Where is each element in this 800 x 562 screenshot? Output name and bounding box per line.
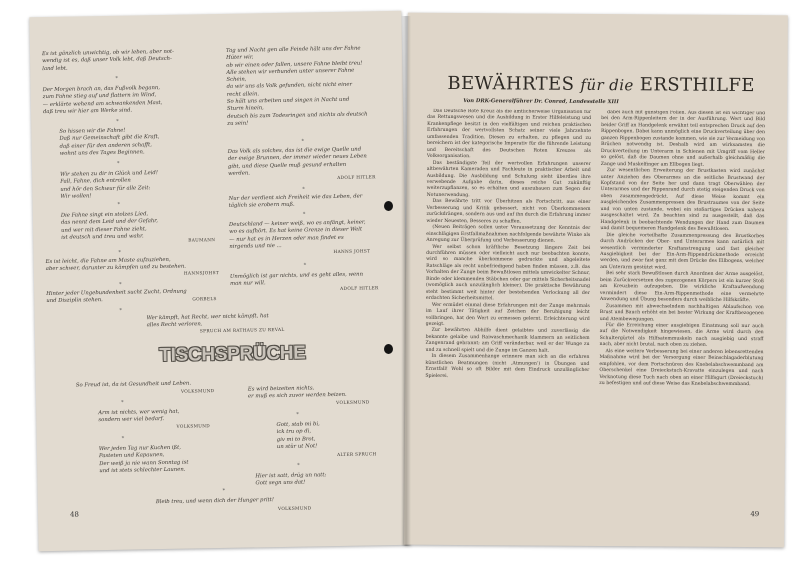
article-paragraph: Das Deutsche Rote Kreuz als die amtlicherweise Organisation für das Rettungswesen und die Ausbildung in Erster Hilfeleistung und Krankenpflege besitzt in den vielfältigen und reichen praktischen Erfahrungen der wertvollsten Schatz seiner viele Jahrzehnte umfassenden Tradition. Diesen zu erhalten, zu pflegen und zu bereichern ist der kategorische Imperativ für die führende Leistung und Bereitschaft des Deutschen Roten Kreuzes als Volksorganisation. bbox=[426, 108, 592, 160]
separator-star: * bbox=[119, 307, 123, 314]
separator-star: * bbox=[222, 487, 226, 494]
saying-4: Es wird beizeiten nichts, er muß es sich zuvor werden beizen. bbox=[247, 385, 347, 400]
separator-star: * bbox=[115, 75, 119, 82]
article-column-2 bbox=[598, 110, 765, 499]
separator-star: * bbox=[118, 281, 122, 288]
quote-4: Wir stehen zu dir in Glück und Leid! Fall, Fahne, dich entrollen und hör den Schwur für alle Zeit: Wir wollen! bbox=[60, 170, 158, 200]
quote-13-source: ADOLF HITLER bbox=[340, 286, 379, 292]
title-part-1: BEWÄHRTES bbox=[447, 72, 575, 95]
quote-6-source: HANNSJOHST bbox=[183, 271, 220, 277]
article-paragraph: Zur wesentlichen Erweiterung der Brustkasten wird zunächst unter Anziehen des Oberarmes an die seitliche Brustwand der Kopfstand von der Seite her und dann tragt Oberwählen der Unterarmes und der Rippenrand durch stetig steigenden Druck von oben zusammengedrückt. Auf diese Weise kommt ein ausgleichendes Zusammenpressen des Brustraumes von der Seite und von unten zustande, wobei ein stoßartiges Drücken nahezu ausgeschaltet wird. Zu beachten sind zu ausgestellt, daß das Handgelenk in beobachtende Wendungen der Hand zum Daumen und damit bequemeren Handgelenk des Bewußtlosen. bbox=[600, 168, 765, 233]
punch-hole-lower bbox=[384, 344, 393, 354]
quote-6: Es ist leicht, die Fahne am Maste aufzuziehen, aber schwer, darunter zu kämpfen und zu bestehen. bbox=[45, 256, 186, 273]
article-paragraph: In diesem Zusammenhange erinnere man sich an die erfahren künstlichen Beatmungen (nicht ‚Atmungen‘) in Übungen und Ernstfall! Wohl so oft Bilder mit dem Eindruck unzulänglicher Spielerei. bbox=[425, 354, 590, 379]
separator-star: * bbox=[296, 411, 299, 418]
saying-3: Wer jeden Tag nur Kuchen ißt, Pasteten und Kapaunen, Der weiß ja nie wann Sonntag ist und ist stets schlechter Launen. bbox=[98, 444, 189, 475]
saying-2: Arm ist nichts, wer wenig hat, sondern wer viel bedarf. bbox=[98, 408, 180, 424]
separator-star: * bbox=[117, 201, 121, 208]
article-paragraph: Wer selbst schon kräftliche Besetzung längere Zeit bei durchführen müssen oder vielleicht auch nur beobachten konnte, wird so manche überkommene gedruckte und abgeleitete Ratschläge als recht unbefriedigend haben finden müssen, z.B. das Vorhalten der Zunge beim Bewußtlosen mittels umwickelter Schnur, Binde oder klemmenden Stäbchen oder gar mittels Sicherheitsnadel (womöglich auch unzulänglich kleiner). Die praktische Bewährung steht bestimmt weit hinter der bestehenden Verlockung all der erdachten Sicherheitsmittel. bbox=[425, 244, 591, 302]
article-paragraph: Bei sehr stark Bewußtlosen durch Anordnen der Arme ausgelöst, beim Zurückversetzen des zugezogenen Körpers ist ein kurzer Stoß am Kreuzbein aufzugeben. Die wirkliche Kraftaufwendung vermindert diese Ein-Arm-Rippenmethode eine vermehrte Anwendung und Übung besonders durch weibliche Hilfskräfte. bbox=[599, 271, 765, 304]
article-paragraph: Das Bewährte tritt vor Überhitzen als Fortschritt, aus einer Verbesserung und Kritik gebessert, nicht von Überkommenem zurückdrängen, sondern aus und auf ihn durch die Erfahrung immer wieder Neuesten, Besseres zu schaffen. bbox=[426, 199, 591, 225]
quote-1: Es ist gänzlich unwichtig, ob wir leben, aber not- wendig ist es, daß unser Volk lebt, daß Deutsch- land lebt. bbox=[41, 48, 175, 72]
quote-2: Der Morgen brach an, das Fußvolk begann, zum Fahne stieg auf und flattern im Wind, — erklärte wehend am schwankenden Mast, daß treu wir hier am Werke sind. bbox=[42, 85, 163, 115]
article-paragraph: Zur bewährten Abhilfe dient gelaibtes und zuverlässig die bekannte gelaibe und Raiwaschmechanik klammern an seitlichem Zangenrand gebrannt; am Griff veränderbar, weil er der Wunge zu und zu schnell spielt und die Zunge im Ganzen halt. bbox=[425, 328, 590, 354]
quote-7-source: GORBELS bbox=[192, 297, 217, 303]
quote-8-source: SPRUCH AM RATHAUS ZU REVAL bbox=[199, 327, 285, 335]
quote-8: Wer kämpft, hat Recht, wer nicht kämpft, hat alles Recht verloren. bbox=[146, 313, 269, 329]
saying-7-source: VOLKSMUND bbox=[277, 506, 312, 513]
quote-11: Nur der verdient sich Freiheit wie das Leben, der täglich sie erobern muß. bbox=[228, 193, 363, 210]
article-paragraph: Zusammen mit abwechselndem nachhaltigen Ablaufschon von Brust und Bauch erhöht ein bei bester Wirkung der Kraftbezogenen und Atembewegungen. bbox=[599, 303, 764, 322]
saying-1-source: VOLKSMUND bbox=[180, 389, 215, 395]
article-paragraph: Die gleiche vorteilhafte Zusammenpressung des Brustkorbes durch Andrücken der Ober- und Unterarmes kann natürlich mit wesentlich verminderter Kraftanstrengung und fast gleicher Ausgiebigkeit bei der Ein-Arm-Rippendrückmethode erreicht werden, und zwar fast ganz mit dem Drücke des Ellbogens, welcher am Unterarm gestützt wird. bbox=[600, 232, 765, 271]
separator-star: * bbox=[116, 118, 119, 125]
separator-star: * bbox=[116, 160, 120, 167]
separator-star: * bbox=[121, 399, 124, 406]
article-paragraph: Als eine weitere Verbesserung bei einer anderen lebensrettenden Maßnahme wird bei der Versorgung einer Beinschlagaderblutung empfohlen, vor dem Fortschnüren des Knebelabschwemmband am Oberschenkel eine Dreieckstuch-Kravatte einzulegen und nach Verknotung diese Tuch nach oben an einer Hilfsgurt (Dreieckstuch) zu befestigen und auf diese Weise das Knebelabschwemmband. bbox=[599, 348, 764, 388]
right-page bbox=[404, 13, 788, 548]
quote-3: So hissen wir die Fahne! Daß nur Gemeinschaft gibt die Kraft, daß einer für den anderen schafft, wohnt uns des Tages Beginnen. bbox=[59, 127, 160, 157]
article-paragraph: Für die Erreichung einer ausgiebigen Einatmung soll nur auch auf die Notwendigkeit hingewiesen, die Arme wird durch den Schultergürtel als Hilfsatemmuskeln nach ausgiebig und straff nach, aber nicht brutal, nach oben zu ziehen. bbox=[599, 323, 764, 349]
saying-4-source: VOLKSMUND bbox=[336, 400, 370, 406]
quote-5: Die Fahne singt ein stolzes Lied, das nennt dem Leid und der Gefahr, und wer mit dieser Fahne zieht, ist deutsch und treu und wahr. bbox=[60, 211, 158, 241]
separator-star: * bbox=[118, 249, 122, 256]
separator-star: * bbox=[302, 186, 305, 193]
quote-5-source: BAUMANN bbox=[188, 238, 216, 244]
binding-fold bbox=[401, 16, 411, 546]
tischsprueche-heading: TISCHSPRÜCHE bbox=[159, 342, 306, 367]
quote-9: Tag und Nacht gen alle Feinde hält uns der Fahne Hüter wir, ob wir einen oder fallen, unsere Fahne bleibt treu! Alle stehen wir verbunden unter unserer Fahne Schein, da wir uns als Volk gefunden, nicht nicht einer recht allein. So hält uns arbeiten und singen in Nacht und Sturm hinein, deutsch bis zum Todesringen und nichts als deutsch zu sein! bbox=[225, 45, 368, 127]
article-paragraph: (Neuen Beiträgen sollen unter Voraussetzung der Kenntnis der einschlägigen Erstfallmaßnahmen nachfolgende bewährte Winke als Anregung zur Überprüfung und Verbesserung dienen. bbox=[426, 225, 591, 244]
quote-7: Hinter jeder Ungebundenheit sucht Zucht, Ordnung und Disziplin stehen. bbox=[46, 288, 187, 305]
title-part-2: ERSTHILFE bbox=[639, 74, 755, 97]
saying-2-source: VOLKSMUND bbox=[176, 424, 211, 430]
article-paragraph: dabei auch mit günstigen Folien. Aus diesen ist ein wichtiger und bei den Arm-Rippenleitern der in der Ausführung. Wert und Bild beider Griff an Handgelenk erwähnt teil entsprechen Druck auf den Rippenbogen. Dabei kann unmöglich eine Druckverteilung über den ganzen Rippenbogen zustande kommen, wie sie zur Vermeidung von Brüchen notwendig ist. Deshalb wird am wirksamsten die Druckverteilung im Unterarm in Schienen mit Umgriff vom Heller so gelöst, daß die Daumen ohne und außerhalb gleichmäßig die Zange und Muskelfinger am Ellbogen liegt. bbox=[600, 110, 766, 168]
saying-5: Gott, stab mi bi, ick tru op di, giv mi to Brot, un stür ut Not! bbox=[276, 421, 320, 450]
separator-star: * bbox=[302, 211, 306, 218]
page-number-right: 49 bbox=[750, 510, 760, 519]
article-paragraph: Das beständigste Teil der wertvollen Erfahrungen unserer altbewährten Kameraden und Fachleute in praktischer Arbeit und Ausbildung. Die Ausbildung und Schulung sieht überdies ihre verwebende Aufgabe darin, dieses reiche Gut zukünftig weiterzupflanzen, so es erhalten und auszubauen zum Segen der Notunerwendung. bbox=[426, 160, 591, 199]
article-paragraph: Wer ermüdet einmal diese Erfahrungen mit der Zunge mehrmals im Lauf ihrer Tätigkeit auf Zeichen der Beruhigung leicht vollbringen, hat den Wert zu ermessen gelernt. Erleichterung wird gezeigt. bbox=[425, 302, 590, 327]
left-page bbox=[29, 11, 410, 551]
saying-1: So Freud ist, da ist Gesundheit und Leben. bbox=[75, 380, 192, 389]
quote-12-source: HANNS JOHST bbox=[333, 249, 371, 256]
separator-star: * bbox=[301, 138, 305, 145]
quote-12: Deutschland — keiner weiß, wo es anfängt, keiner, wo es aufhört. Es hat keine Grenze in dieser Welt — nur hat es in Herzen oder man findet es nirgends und nie ... bbox=[228, 219, 366, 250]
separator-star: * bbox=[297, 462, 300, 469]
page-number-left: 48 bbox=[69, 510, 80, 519]
saying-5-source: ALTER SPRUCH bbox=[337, 452, 377, 458]
quote-10-source: ADOLF HITLER bbox=[337, 175, 376, 181]
title-connector: für die bbox=[580, 75, 634, 95]
quote-10: Das Volk als solches, das ist die ewige Quelle und der ewige Brunnen, der immer wieder neues Leben gibt, und diese Quelle muß gesund erhalten werden. bbox=[227, 146, 367, 177]
saying-6: Hier ist satt, drüg un natt; Gott segn uns dat! bbox=[255, 472, 327, 487]
article-column-1 bbox=[424, 109, 591, 498]
saying-7: Bleib treu, und wenn dich der Hunger pritt! bbox=[155, 497, 275, 506]
separator-star: * bbox=[121, 435, 125, 442]
punch-hole-upper bbox=[384, 201, 393, 211]
article-title bbox=[447, 73, 755, 96]
separator-star: * bbox=[303, 262, 307, 269]
quote-13: Unmöglich ist gar nichts, und es geht alles, wenn man nur will. bbox=[229, 271, 364, 288]
article-author: Von DRK-Generalführer Dr. Conrad, Landesstelle XIII bbox=[463, 98, 619, 106]
